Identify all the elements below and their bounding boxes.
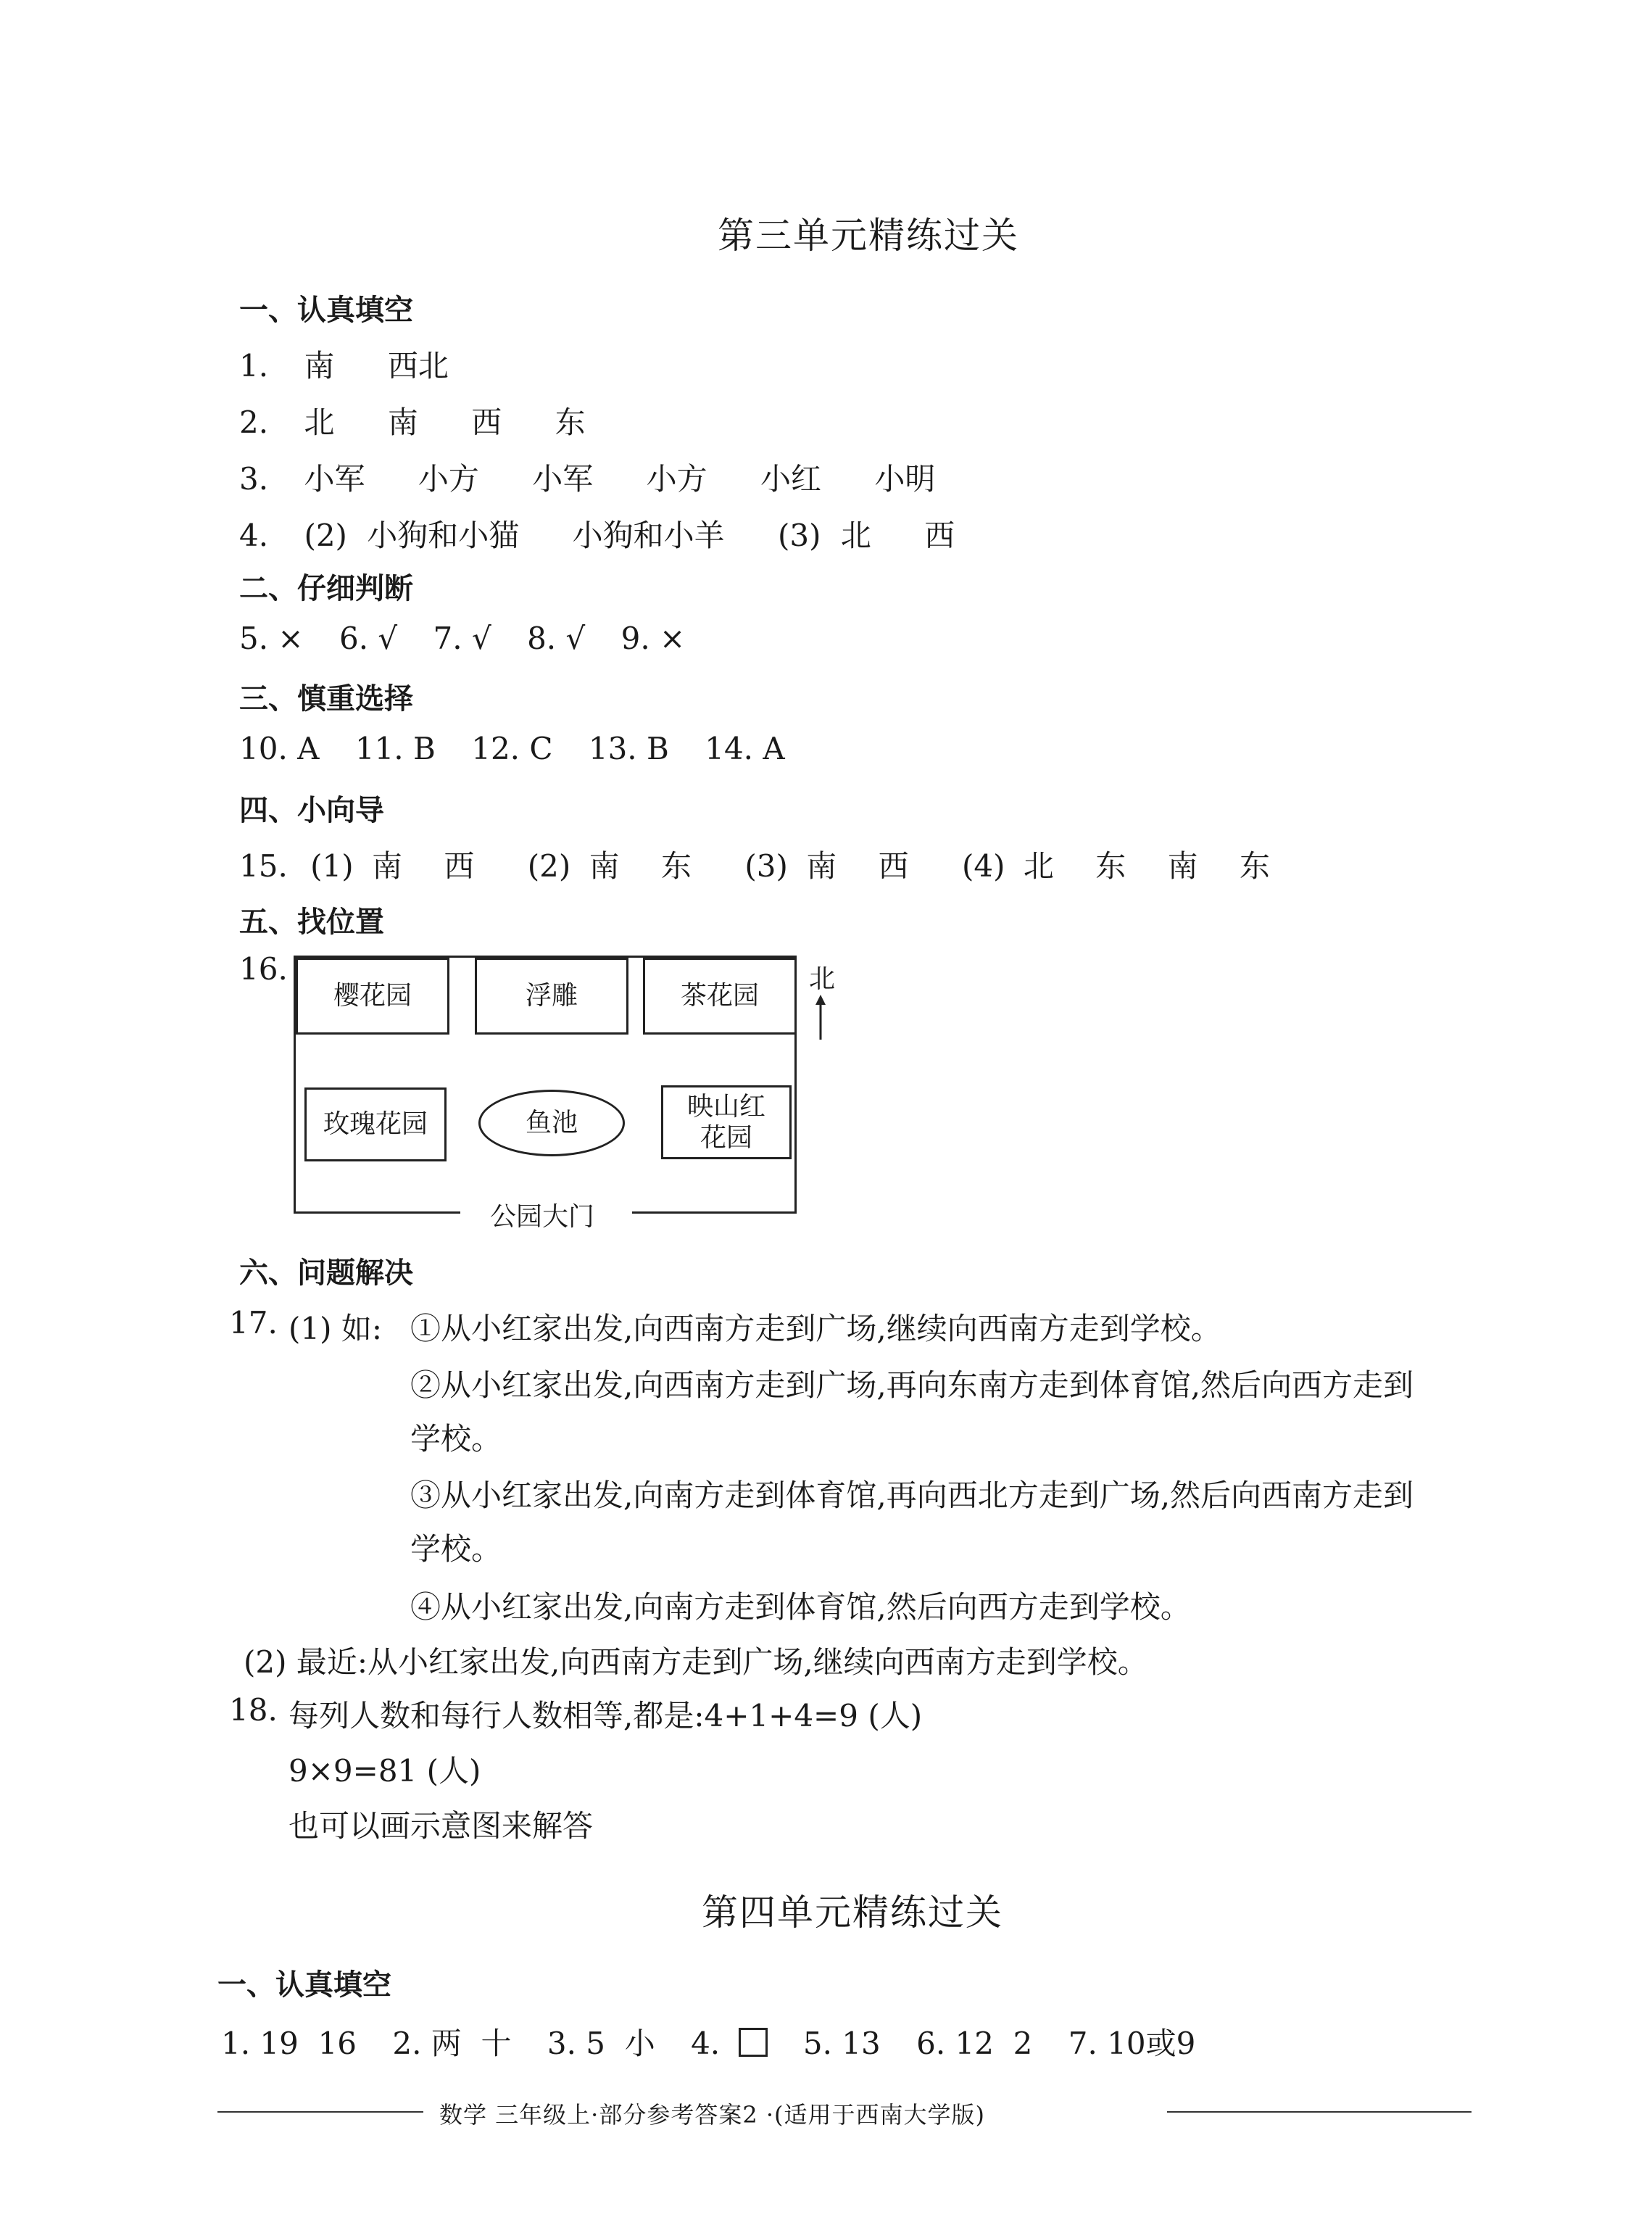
- u4-q4: 4.: [691, 2026, 721, 2061]
- map-azalea-label-1: 映山红: [686, 1091, 765, 1122]
- map-azalea-garden: [661, 1085, 792, 1159]
- unit3-q1: [239, 342, 449, 386]
- map-north-label: 北: [809, 964, 836, 994]
- q2-d: 东: [555, 405, 586, 440]
- choice-item: 14. A: [705, 731, 785, 766]
- q15-p2a: 南: [589, 848, 620, 884]
- u4-q5: 5. 13: [802, 2026, 881, 2061]
- unit3-s1-heading: 一、认真填空: [239, 294, 413, 327]
- q3-c: 小军: [532, 461, 594, 497]
- q16-num: 16.: [239, 951, 288, 987]
- q18-line-2: 9×9=81 (人): [289, 1753, 481, 1789]
- q3-f: 小明: [874, 461, 936, 497]
- q4-num: 4.: [239, 518, 269, 553]
- u4-q6: 6. 12 2: [916, 2026, 1033, 2061]
- map-relief: 浮雕: [475, 958, 628, 1035]
- q15-p4b: 东: [1095, 848, 1126, 884]
- q15-p1b: 西: [444, 848, 475, 884]
- unit3-q15: [239, 842, 1270, 886]
- q4-c: 北: [840, 518, 871, 553]
- q15-p1a: 南: [372, 848, 403, 884]
- q4-b: 小狗和小羊: [572, 518, 725, 553]
- q15-p3a: 南: [806, 848, 837, 884]
- u4-q7: 7. 10或9: [1068, 2026, 1196, 2061]
- unit3-s2-heading: 二、仔细判断: [239, 572, 413, 605]
- judge-item: 6. √: [339, 621, 398, 656]
- q2-num: 2.: [239, 405, 269, 440]
- u4-q1: 1. 19 16: [221, 2026, 357, 2061]
- q4-p3: (3): [778, 518, 821, 553]
- unit3-s5-heading: 五、找位置: [239, 906, 384, 939]
- q3-d: 小方: [646, 461, 707, 497]
- q17-route-2a: ②从小红家出发,向西南方走到广场,再向东南方走到体育馆,然后向西方走到: [410, 1367, 1414, 1403]
- map-rose-garden: 玫瑰花园: [304, 1087, 447, 1161]
- q15-p1: (1): [310, 848, 354, 884]
- q1-a: 南: [304, 348, 335, 384]
- u4-q2: 2. 两 十: [392, 2026, 512, 2061]
- choice-item: 12. C: [471, 731, 553, 766]
- u4-q3: 3. 5 小: [547, 2026, 655, 2061]
- judge-item: 8. √: [527, 621, 586, 656]
- q15-p3: (3): [744, 848, 788, 884]
- q17-num: 17.: [229, 1305, 278, 1341]
- choice-item: 11. B: [354, 731, 436, 766]
- q18-line-1: 每列人数和每行人数相等,都是:4+1+4=9 (人): [289, 1698, 923, 1733]
- q15-p2b: 东: [661, 848, 692, 884]
- map-fish-pond: 鱼池: [478, 1090, 625, 1156]
- map-frame-bottom-right: [632, 1211, 797, 1214]
- q15-p4d: 东: [1239, 848, 1270, 884]
- q15-p4: (4): [961, 848, 1005, 884]
- judge-item: 5. ×: [239, 621, 304, 656]
- q2-a: 北: [304, 405, 335, 440]
- q15-p4c: 南: [1167, 848, 1198, 884]
- unit3-q3: [239, 455, 935, 499]
- q15-p2: (2): [527, 848, 571, 884]
- map-frame-bottom-left: [294, 1211, 460, 1214]
- q17-route-2b: 学校。: [410, 1421, 502, 1457]
- q3-a: 小军: [304, 461, 365, 497]
- q17-route-4: ④从小红家出发,向南方走到体育馆,然后向西方走到学校。: [410, 1589, 1191, 1625]
- square-shape-icon: [739, 2028, 768, 2057]
- page-footer: 数学 三年级上·部分参考答案2 ·(适用于西南大学版): [439, 2101, 986, 2129]
- q17-route-3a: ③从小红家出发,向南方走到体育馆,再向西北方走到广场,然后向西南方走到: [410, 1478, 1414, 1513]
- footer-rule-right: [1167, 2111, 1472, 2113]
- map-sakura-garden: 樱花园: [296, 958, 449, 1035]
- q15-num: 15.: [239, 848, 288, 884]
- q17-part2: (2) 最近:从小红家出发,向西南方走到广场,继续向西南方走到学校。: [244, 1644, 1148, 1680]
- q17-p1-label: (1) 如:: [289, 1311, 382, 1346]
- map-park-gate: 公园大门: [490, 1202, 595, 1232]
- judge-item: 7. √: [433, 621, 491, 656]
- unit4-answers: [221, 2020, 1195, 2063]
- unit3-s3-answers: [239, 731, 785, 766]
- map-camellia-garden: 茶花园: [643, 958, 797, 1035]
- q17-route-1: ①从小红家出发,向西南方走到广场,继续向西南方走到学校。: [410, 1311, 1221, 1346]
- q3-num: 3.: [239, 461, 269, 497]
- judge-item: 9. ×: [620, 621, 686, 656]
- unit3-s2-answers: [239, 621, 685, 656]
- q4-a: 小狗和小猫: [367, 518, 520, 553]
- q3-b: 小方: [418, 461, 479, 497]
- unit4-s1-heading: 一、认真填空: [217, 1968, 391, 2002]
- unit3-q2: [239, 399, 586, 442]
- q2-b: 南: [387, 405, 418, 440]
- q4-d: 西: [924, 518, 955, 553]
- unit3-s6-heading: 六、问题解决: [239, 1256, 413, 1290]
- north-arrow-icon: [812, 995, 829, 1040]
- unit3-s3-heading: 三、慎重选择: [239, 682, 413, 716]
- q1-num: 1.: [239, 348, 269, 384]
- q17-route-3b: 学校。: [410, 1531, 502, 1567]
- q15-p3b: 西: [878, 848, 909, 884]
- q15-p4a: 北: [1023, 848, 1054, 884]
- q18-line-3: 也可以画示意图来解答: [289, 1808, 594, 1844]
- q3-e: 小红: [760, 461, 821, 497]
- q4-p2: (2): [304, 518, 347, 553]
- map-azalea-label-2: 花园: [700, 1123, 752, 1153]
- choice-item: 10. A: [239, 731, 320, 766]
- unit3-s4-heading: 四、小向导: [239, 794, 384, 827]
- q18-num: 18.: [229, 1692, 278, 1728]
- unit4-title: 第四单元精练过关: [702, 1892, 1003, 1934]
- footer-rule-left: [217, 2111, 423, 2113]
- unit3-q4: [239, 512, 955, 555]
- unit3-title: 第三单元精练过关: [718, 215, 1019, 257]
- q2-c: 西: [471, 405, 502, 440]
- q1-b: 西北: [387, 348, 449, 384]
- choice-item: 13. B: [588, 731, 669, 766]
